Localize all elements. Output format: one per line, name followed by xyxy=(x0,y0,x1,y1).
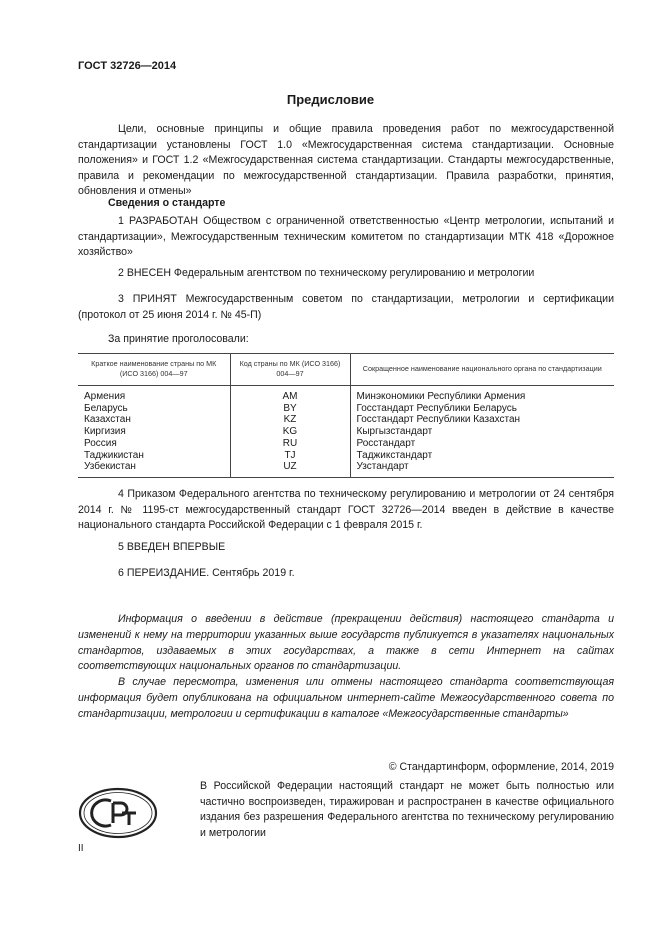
item-5-paragraph: 5 ВВЕДЕН ВПЕРВЫЕ xyxy=(118,541,226,553)
item-1-paragraph: 1 РАЗРАБОТАН Обществом с ограниченной ответственностью «Центр метрологии, испытаний и стандартизации», Межгосударственным техническим комитетом по стандартизации МТК 418 «Дорожное хозяйство» xyxy=(78,215,614,258)
section-title: Сведения о стандарте xyxy=(108,197,226,209)
intro-paragraph: Цели, основные принципы и общие правила проведения работ по межгосударственной стандартизации установлены ГОСТ 1.0 «Межгосударственная система стандартизации. Основные положения» и ГОСТ 1.2 «Межгосударственная система стандартизации. Стандарты межгосударственные, правила и рекомендации по межгосударственной стандартизации. Правила разработки, принятия, обновления и отмены» xyxy=(78,123,614,197)
authority-cell: Госстандарт Республики Казахстан xyxy=(350,414,614,426)
code-cell: TJ xyxy=(230,450,350,462)
document-header: ГОСТ 32726—2014 xyxy=(78,60,177,72)
column-header-authority: Сокращенное наименование национального органа по стандартизации xyxy=(350,354,614,386)
authority-cell: Таджикстандарт xyxy=(350,450,614,462)
table-row xyxy=(78,414,614,426)
code-cell: UZ xyxy=(230,461,350,477)
country-cell: Казахстан xyxy=(84,414,131,426)
code-cell: RU xyxy=(230,438,350,450)
item-4-paragraph: 4 Приказом Федерального агентства по техническому регулированию и метрологии от 24 сентября 2014 г. № 1195-ст межгосударственный стандарт ГОСТ 32726—2014 введен в действие в качестве национального стандарта Российской Федерации с 1 февраля 2015 г. xyxy=(78,488,614,531)
reproduction-notice: В Российской Федерации настоящий стандарт не может быть полностью или частично воспроизведен, тиражирован и распространен в качестве официального издания без разрешения Федерального агентства по техническому регулированию и метрологии xyxy=(200,780,614,839)
page-title: Предисловие xyxy=(286,92,375,107)
code-cell: BY xyxy=(230,403,350,415)
table-row xyxy=(78,438,614,450)
code-cell: KZ xyxy=(230,414,350,426)
authority-cell: Кыргызстандарт xyxy=(350,426,614,438)
code-cell: KG xyxy=(230,426,350,438)
country-cell: Киргизия xyxy=(84,426,126,438)
country-cell: Россия xyxy=(84,437,117,449)
copyright-line: © Стандартинформ, оформление, 2014, 2019 xyxy=(388,761,614,773)
table-row xyxy=(78,450,614,462)
authority-cell: Узстандарт xyxy=(350,461,614,477)
info-paragraph-1: Информация о введении в действие (прекращении действия) настоящего стандарта и изменений к нему на территории указанных выше государств публикуется в указателях национальных стандартов, издаваемых в этих государствах, а также в сети Интернет на сайтах соответствующих национальных органов по стандартизации. xyxy=(78,613,614,673)
authority-cell: Росстандарт xyxy=(350,438,614,450)
table-row xyxy=(78,403,614,415)
country-cell: Беларусь xyxy=(84,402,128,414)
item-3-paragraph: 3 ПРИНЯТ Межгосударственным советом по стандартизации, метрологии и сертификации (протокол от 25 июня 2014 г. № 45-П) xyxy=(78,293,614,321)
voting-table xyxy=(78,353,614,478)
item-2-paragraph: 2 ВНЕСЕН Федеральным агентством по техническому регулированию и метрологии xyxy=(118,267,535,279)
voted-label: За принятие проголосовали: xyxy=(108,333,249,345)
authority-cell: Минэкономики Республики Армения xyxy=(350,386,614,403)
authority-cell: Госстандарт Республики Беларусь xyxy=(350,403,614,415)
table-header-row xyxy=(78,354,614,386)
item-6-paragraph: 6 ПЕРЕИЗДАНИЕ. Сентябрь 2019 г. xyxy=(118,567,295,579)
country-cell: Узбекистан xyxy=(78,461,230,477)
table-row xyxy=(78,461,614,477)
info-paragraph-2: В случае пересмотра, изменения или отмены настоящего стандарта соответствующая информация будет опубликована на официальном интернет-сайте Межгосударственного совета по стандартизации, метрологии и сертификации в каталоге «Межгосударственные стандарты» xyxy=(78,676,614,720)
table-row xyxy=(78,426,614,438)
column-header-code: Код страны по МК (ИСО 3166) 004—97 xyxy=(230,354,350,386)
rst-logo-icon xyxy=(78,787,158,839)
column-header-country: Краткое наименование страны по МК (ИСО 3166) 004—97 xyxy=(78,354,230,386)
country-cell: Таджикистан xyxy=(84,449,144,461)
table-row xyxy=(78,386,614,403)
country-cell: Армения xyxy=(84,391,126,402)
code-cell: AM xyxy=(230,386,350,403)
page-number: II xyxy=(78,843,84,854)
